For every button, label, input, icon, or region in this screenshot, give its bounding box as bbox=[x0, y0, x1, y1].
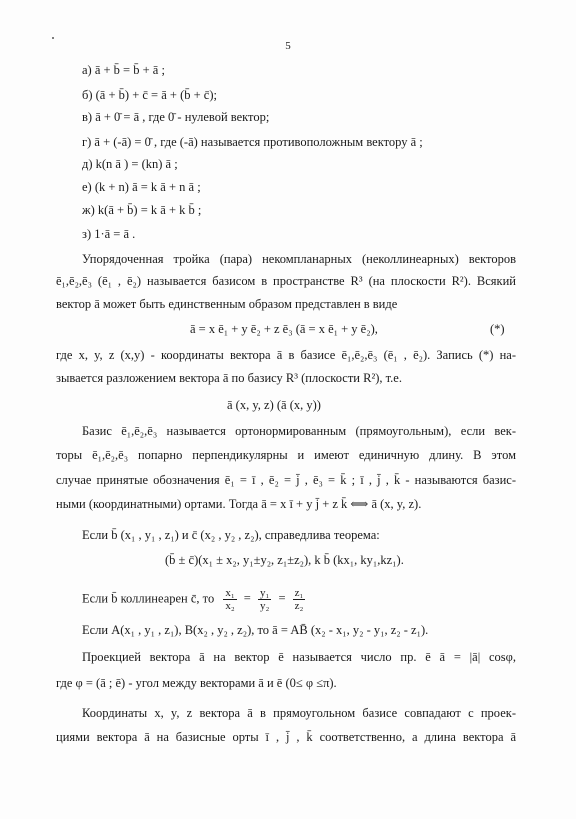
collinear-prefix: Если b̄ коллинеарен c̄, то bbox=[82, 591, 215, 606]
property-a: а) ā + b̄ = b̄ + ā ; bbox=[82, 63, 165, 77]
ortho-paragraph-line1: Базис ē₁,ē₂,ē₃ называется ортонормированным (прямоугольным), если век- bbox=[82, 424, 516, 438]
fraction-x-denominator: x₂ bbox=[225, 600, 235, 612]
basis-paragraph-line4: где x, y, z (x,y) - координаты вектора ā в базисе ē₁,ē₂,ē₃ (ē₁ , ē₂). Запись (*) на- bbox=[56, 348, 516, 362]
fraction-x bbox=[223, 587, 236, 612]
vector-from-points: Если A(x₁ , y₁ , z₁), B(x₂ , y₂ , z₂), то ā = AB̄ (x₂ - x₁, y₂ - y₁, z₂ - z₁). bbox=[82, 623, 429, 637]
fraction-z-numerator: z₁ bbox=[294, 587, 304, 599]
formula-tag: (*) bbox=[490, 322, 505, 336]
projection-angle: где φ = (ā ; ē) - угол между векторами ā и ē (0≤ φ ≤π). bbox=[56, 676, 337, 690]
collinear-condition bbox=[82, 587, 305, 612]
property-b: б) (ā + b̄) + c̄ = ā + (b̄ + c̄); bbox=[82, 88, 217, 102]
basis-paragraph-line5: зывается разложением вектора ā по базису R³ (плоскости R²), т.е. bbox=[56, 371, 402, 385]
equals-sign-2: = bbox=[278, 591, 286, 606]
fraction-x-numerator: x₁ bbox=[225, 587, 235, 599]
fraction-z-denominator: z₂ bbox=[294, 600, 304, 612]
equals-sign: = bbox=[243, 591, 251, 606]
fraction-y-denominator: y₂ bbox=[259, 600, 270, 612]
property-e: д) k(n ā ) = (kn) ā ; bbox=[82, 157, 178, 171]
basis-paragraph-line2: ē₁,ē₂,ē₃ (ē₁ , ē₂) называется базисом в пространстве R³ (на плоскости R²). Всякий bbox=[56, 274, 516, 288]
scan-dot bbox=[52, 37, 54, 39]
property-c: в) ā + 0̄ = ā , где 0̄ - нулевой вектор; bbox=[82, 110, 270, 124]
ops-formula: (b̄ ± c̄)(x₁ ± x₂, y₁±y₂, z₁±z₂), k b̄ (kx₁, ky₁,kz₁). bbox=[165, 553, 404, 567]
ortho-paragraph-line2: торы ē₁,ē₂,ē₃ попарно перпендикулярны и имеют единичную длину. В этом bbox=[56, 448, 516, 462]
projection-paragraph-line1: Координаты x, y, z вектора ā в прямоугольном базисе совпадают с проек- bbox=[82, 706, 516, 720]
property-g: ж) k(ā + b̄) = k ā + k b̄ ; bbox=[82, 203, 202, 217]
page-number: 5 bbox=[285, 40, 291, 52]
property-h: з) 1·ā = ā . bbox=[82, 227, 136, 241]
basis-paragraph-line3: вектор ā может быть единственным образом представлен в виде bbox=[56, 297, 398, 311]
projection-paragraph-line2: циями вектора ā на базисные орты ī , j̄ , k̄ соответственно, а длина вектора ā bbox=[56, 730, 516, 744]
fraction-y bbox=[258, 587, 271, 612]
property-f: е) (k + n) ā = k ā + n ā ; bbox=[82, 180, 201, 194]
ortho-paragraph-line3: случае принятые обозначения ē₁ = ī , ē₂ = j̄ , ē₃ = k̄ ; ī , j̄ , k̄ - называются базис- bbox=[56, 473, 516, 487]
coordinate-notation: ā (x, y, z) (ā (x, y)) bbox=[227, 398, 321, 412]
fraction-y-numerator: y₁ bbox=[259, 587, 270, 599]
ops-theorem-intro: Если b̄ (x₁ , y₁ , z₁) и c̄ (x₂ , y₂ , z₂), справедлива теорема: bbox=[82, 528, 380, 542]
ortho-paragraph-line4: ными (координатными) ортами. Тогда ā = x ī + y j̄ + z k̄ ⟺ ā (x, y, z). bbox=[56, 497, 422, 511]
property-d: г) ā + (-ā) = 0̄ , где (-ā) называется противоположным вектору ā ; bbox=[82, 135, 423, 149]
fraction-z bbox=[293, 587, 306, 612]
expansion-formula: ā = x ē₁ + y ē₂ + z ē₃ (ā = x ē₁ + y ē₂), bbox=[190, 322, 378, 336]
projection-definition: Проекцией вектора ā на вектор ē называется число пр. ē ā = |ā| cosφ, bbox=[82, 650, 516, 664]
basis-paragraph-line1: Упорядоченная тройка (пара) некомпланарных (неколлинеарных) векторов bbox=[82, 252, 516, 266]
